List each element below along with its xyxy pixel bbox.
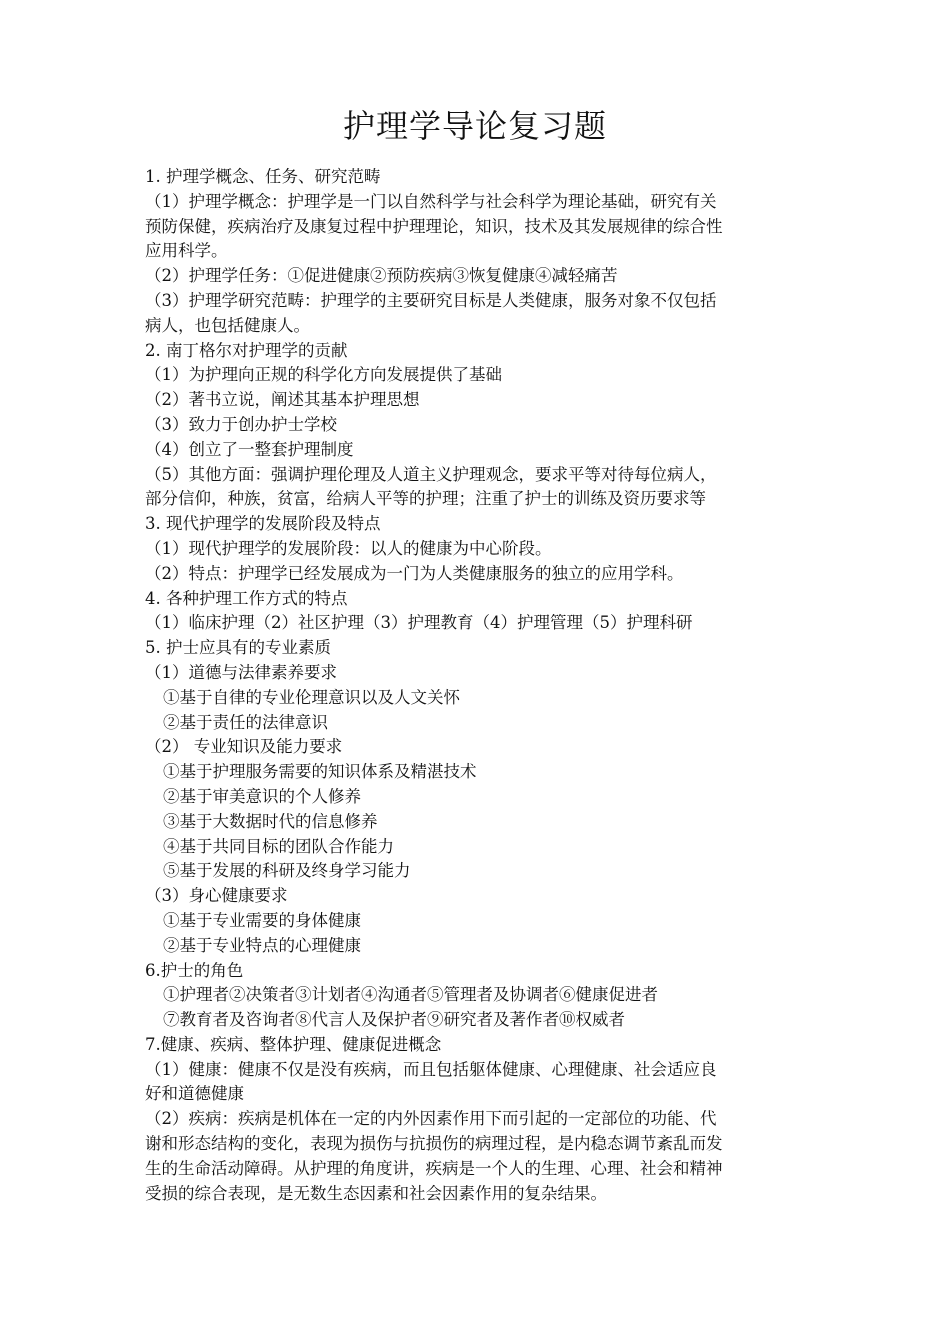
text-line: 预防保健，疾病治疗及康复过程中护理理论，知识，技术及其发展规律的综合性	[145, 216, 723, 236]
text-line: （3）致力于创办护士学校	[145, 414, 337, 434]
text-line: ⑤基于发展的科研及终身学习能力	[163, 861, 411, 881]
text-line: （2）著书立说，阐述其基本护理思想	[145, 390, 420, 410]
text-line: （2）特点：护理学已经发展成为一门为人类健康服务的独立的应用学科。	[145, 563, 684, 583]
text-line: ①护理者②决策者③计划者④沟通者⑤管理者及协调者⑥健康促进者	[163, 985, 658, 1005]
text-line: （5）其他方面：强调护理伦理及人道主义护理观念，要求平等对待每位病人，	[145, 464, 717, 484]
text-line: （1）护理学概念：护理学是一门以自然科学与社会科学为理论基础，研究有关	[145, 191, 717, 211]
text-line: ②基于审美意识的个人修养	[163, 786, 361, 806]
text-line: （1）现代护理学的发展阶段：以人的健康为中心阶段。	[145, 538, 552, 558]
text-line: 病人，也包括健康人。	[145, 315, 310, 335]
text-line: 谢和形态结构的变化，表现为损伤与抗损伤的病理过程，是内稳态调节紊乱而发	[145, 1134, 723, 1154]
text-line: （3）护理学研究范畴：护理学的主要研究目标是人类健康，服务对象不仅包括	[145, 290, 717, 310]
text-line: ②基于专业特点的心理健康	[163, 935, 361, 955]
text-line: ③基于大数据时代的信息修养	[163, 811, 378, 831]
text-line: （1）为护理向正规的科学化方向发展提供了基础	[145, 365, 502, 385]
text-line: ④基于共同目标的团队合作能力	[163, 836, 394, 856]
text-line: ①基于自律的专业伦理意识以及人文关怀	[163, 687, 460, 707]
text-line: （2）疾病：疾病是机体在一定的内外因素作用下而引起的一定部位的功能、代	[145, 1109, 717, 1129]
text-line: 部分信仰，种族，贫富，给病人平等的护理；注重了护士的训练及资历要求等	[145, 489, 706, 509]
text-line: 好和道德健康	[145, 1084, 244, 1104]
text-line: ①基于专业需要的身体健康	[163, 910, 361, 930]
text-line: 受损的综合表现，是无数生态因素和社会因素作用的复杂结果。	[145, 1183, 607, 1203]
document-body	[145, 165, 811, 1206]
text-line: （1）健康：健康不仅是没有疾病，而且包括躯体健康、心理健康、社会适应良	[145, 1059, 717, 1079]
text-line: （1）道德与法律素养要求	[145, 662, 337, 682]
text-line: 1. 护理学概念、任务、研究范畴	[145, 167, 381, 186]
text-line: （2） 专业知识及能力要求	[145, 737, 343, 757]
text-line: （3）身心健康要求	[145, 886, 288, 906]
text-line: 7.健康、疾病、整体护理、健康促进概念	[145, 1034, 442, 1054]
text-line: 6.护士的角色	[145, 960, 244, 980]
text-line: 3. 现代护理学的发展阶段及特点	[145, 514, 381, 534]
text-line: 应用科学。	[145, 241, 228, 261]
text-line: 5. 护士应具有的专业素质	[145, 638, 331, 658]
text-line: （4）创立了一整套护理制度	[145, 439, 354, 459]
text-line: ⑦教育者及咨询者⑧代言人及保护者⑨研究者及著作者⑩权威者	[163, 1010, 625, 1030]
document-title: 护理学导论复习题	[342, 107, 607, 145]
text-line: 生的生命活动障碍。从护理的角度讲，疾病是一个人的生理、心理、社会和精神	[145, 1158, 723, 1178]
text-line: （2）护理学任务：①促进健康②预防疾病③恢复健康④减轻痛苦	[145, 266, 618, 286]
text-line: ①基于护理服务需要的知识体系及精湛技术	[163, 762, 477, 782]
text-line: 4. 各种护理工作方式的特点	[145, 588, 348, 608]
text-line: ②基于责任的法律意识	[163, 712, 328, 732]
text-line: （1）临床护理（2）社区护理（3）护理教育（4）护理管理（5）护理科研	[145, 613, 693, 633]
text-line: 2. 南丁格尔对护理学的贡献	[145, 340, 348, 360]
